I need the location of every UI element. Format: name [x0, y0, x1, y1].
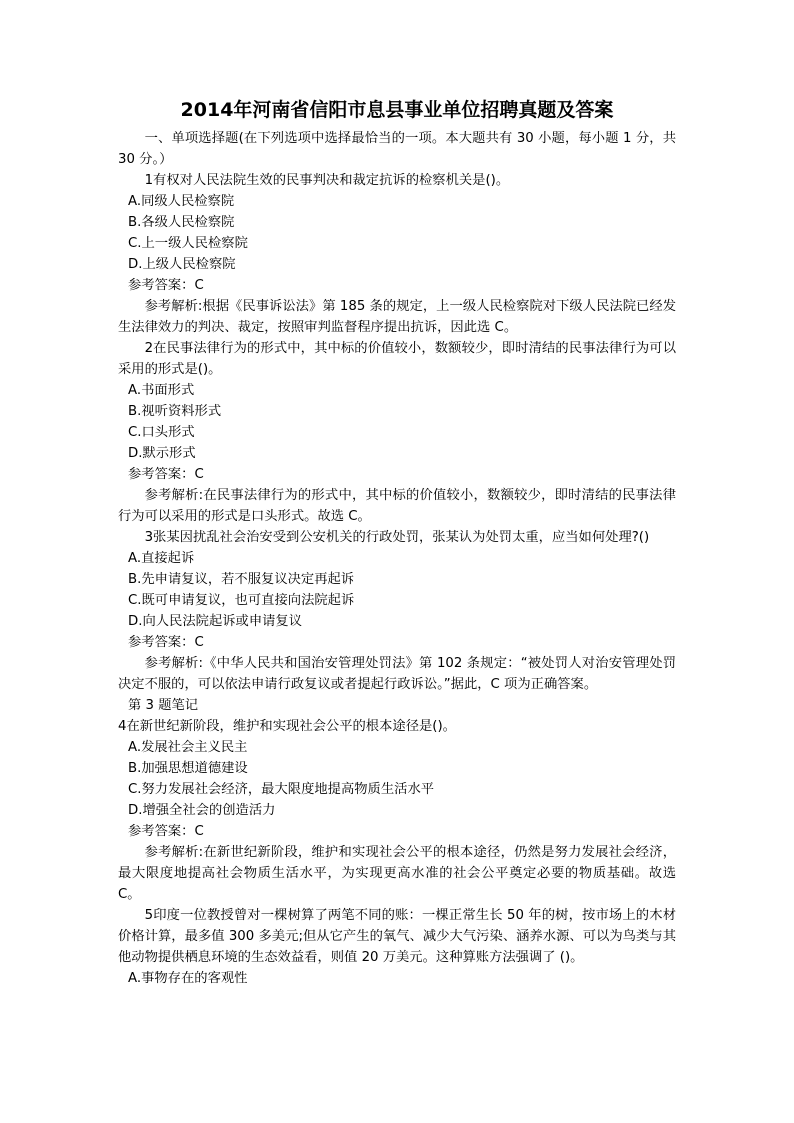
- question-note: 第 3 题笔记: [128, 698, 199, 713]
- question-option: D.增强全社会的创造活力: [128, 803, 276, 818]
- question-stem: 1有权对人民法院生效的民事判决和裁定抗诉的检察机关是()。: [144, 173, 510, 188]
- question-stem: 3张某因扰乱社会治安受到公安机关的行政处罚，张某认为处罚太重，应当如何处理?(): [144, 530, 650, 545]
- question-answer: 参考答案：C: [128, 824, 204, 839]
- question-option: B.各级人民检察院: [128, 215, 235, 230]
- question-answer: 参考答案：C: [128, 467, 204, 482]
- question-option: B.先申请复议，若不服复议决定再起诉: [128, 572, 355, 587]
- question-option: D.向人民法院起诉或申请复议: [128, 614, 303, 629]
- question-option: A.直接起诉: [128, 551, 195, 566]
- question-stem: 2在民事法律行为的形式中，其中标的价值较小，数额较少，即时清结的民事法律行为可以采用的形式是()。: [118, 341, 676, 377]
- question-analysis: 参考解析:在新世纪新阶段，维护和实现社会公平的根本途径，仍然是努力发展社会经济，最大限度地提高社会物质生活水平，为实现更高水准的社会公平奠定必要的物质基础。故选 C。: [118, 845, 676, 902]
- question-analysis: 参考解析:《中华人民共和国治安管理处罚法》第 102 条规定：“被处罚人对治安管理处罚决定不服的，可以依法申请行政复议或者提起行政诉讼。”据此，C 项为正确答案。: [118, 656, 676, 692]
- question-option: A.事物存在的客观性: [128, 971, 248, 986]
- question-option: D.上级人民检察院: [128, 257, 236, 272]
- section-instruction: 一、单项选择题(在下列选项中选择最恰当的一项。本大题共有 30 小题，每小题 1 分，共 30 分。）: [118, 131, 676, 167]
- question-stem: 5印度一位教授曾对一棵树算了两笔不同的账：一棵正常生长 50 年的树，按市场上的木材价格计算，最多值 300 多美元;但从它产生的氧气、减少大气污染、涵养水源、可以为鸟类与其他动物提供栖息环境的生态效益看，则值 20 万美元。这种算账方法强调了 ()。: [118, 908, 676, 965]
- question-option: C.努力发展社会经济，最大限度地提高物质生活水平: [128, 782, 435, 797]
- question-option: A.同级人民检察院: [128, 194, 235, 209]
- question-option: C.上一级人民检察院: [128, 236, 248, 251]
- question-option: C.口头形式: [128, 425, 195, 440]
- document-body: [118, 96, 676, 989]
- question-answer: 参考答案：C: [128, 635, 204, 650]
- question-option: C.既可申请复议，也可直接向法院起诉: [128, 593, 355, 608]
- question-answer: 参考答案：C: [128, 278, 204, 293]
- question-option: A.发展社会主义民主: [128, 740, 248, 755]
- question-option: B.加强思想道德建设: [128, 761, 248, 776]
- question-analysis: 参考解析:在民事法律行为的形式中，其中标的价值较小，数额较少，即时清结的民事法律行为可以采用的形式是口头形式。故选 C。: [118, 488, 676, 524]
- question-option: D.默示形式: [128, 446, 196, 461]
- question-option: B.视听资料形式: [128, 404, 222, 419]
- question-option: A.书面形式: [128, 383, 195, 398]
- question-analysis: 参考解析:根据《民事诉讼法》第 185 条的规定，上一级人民检察院对下级人民法院已经发生法律效力的判决、裁定，按照审判监督程序提出抗诉，因此选 C。: [118, 299, 676, 335]
- page-title: 2014年河南省信阳市息县事业单位招聘真题及答案: [180, 99, 614, 121]
- question-stem: 4在新世纪新阶段，维护和实现社会公平的根本途径是()。: [118, 719, 456, 734]
